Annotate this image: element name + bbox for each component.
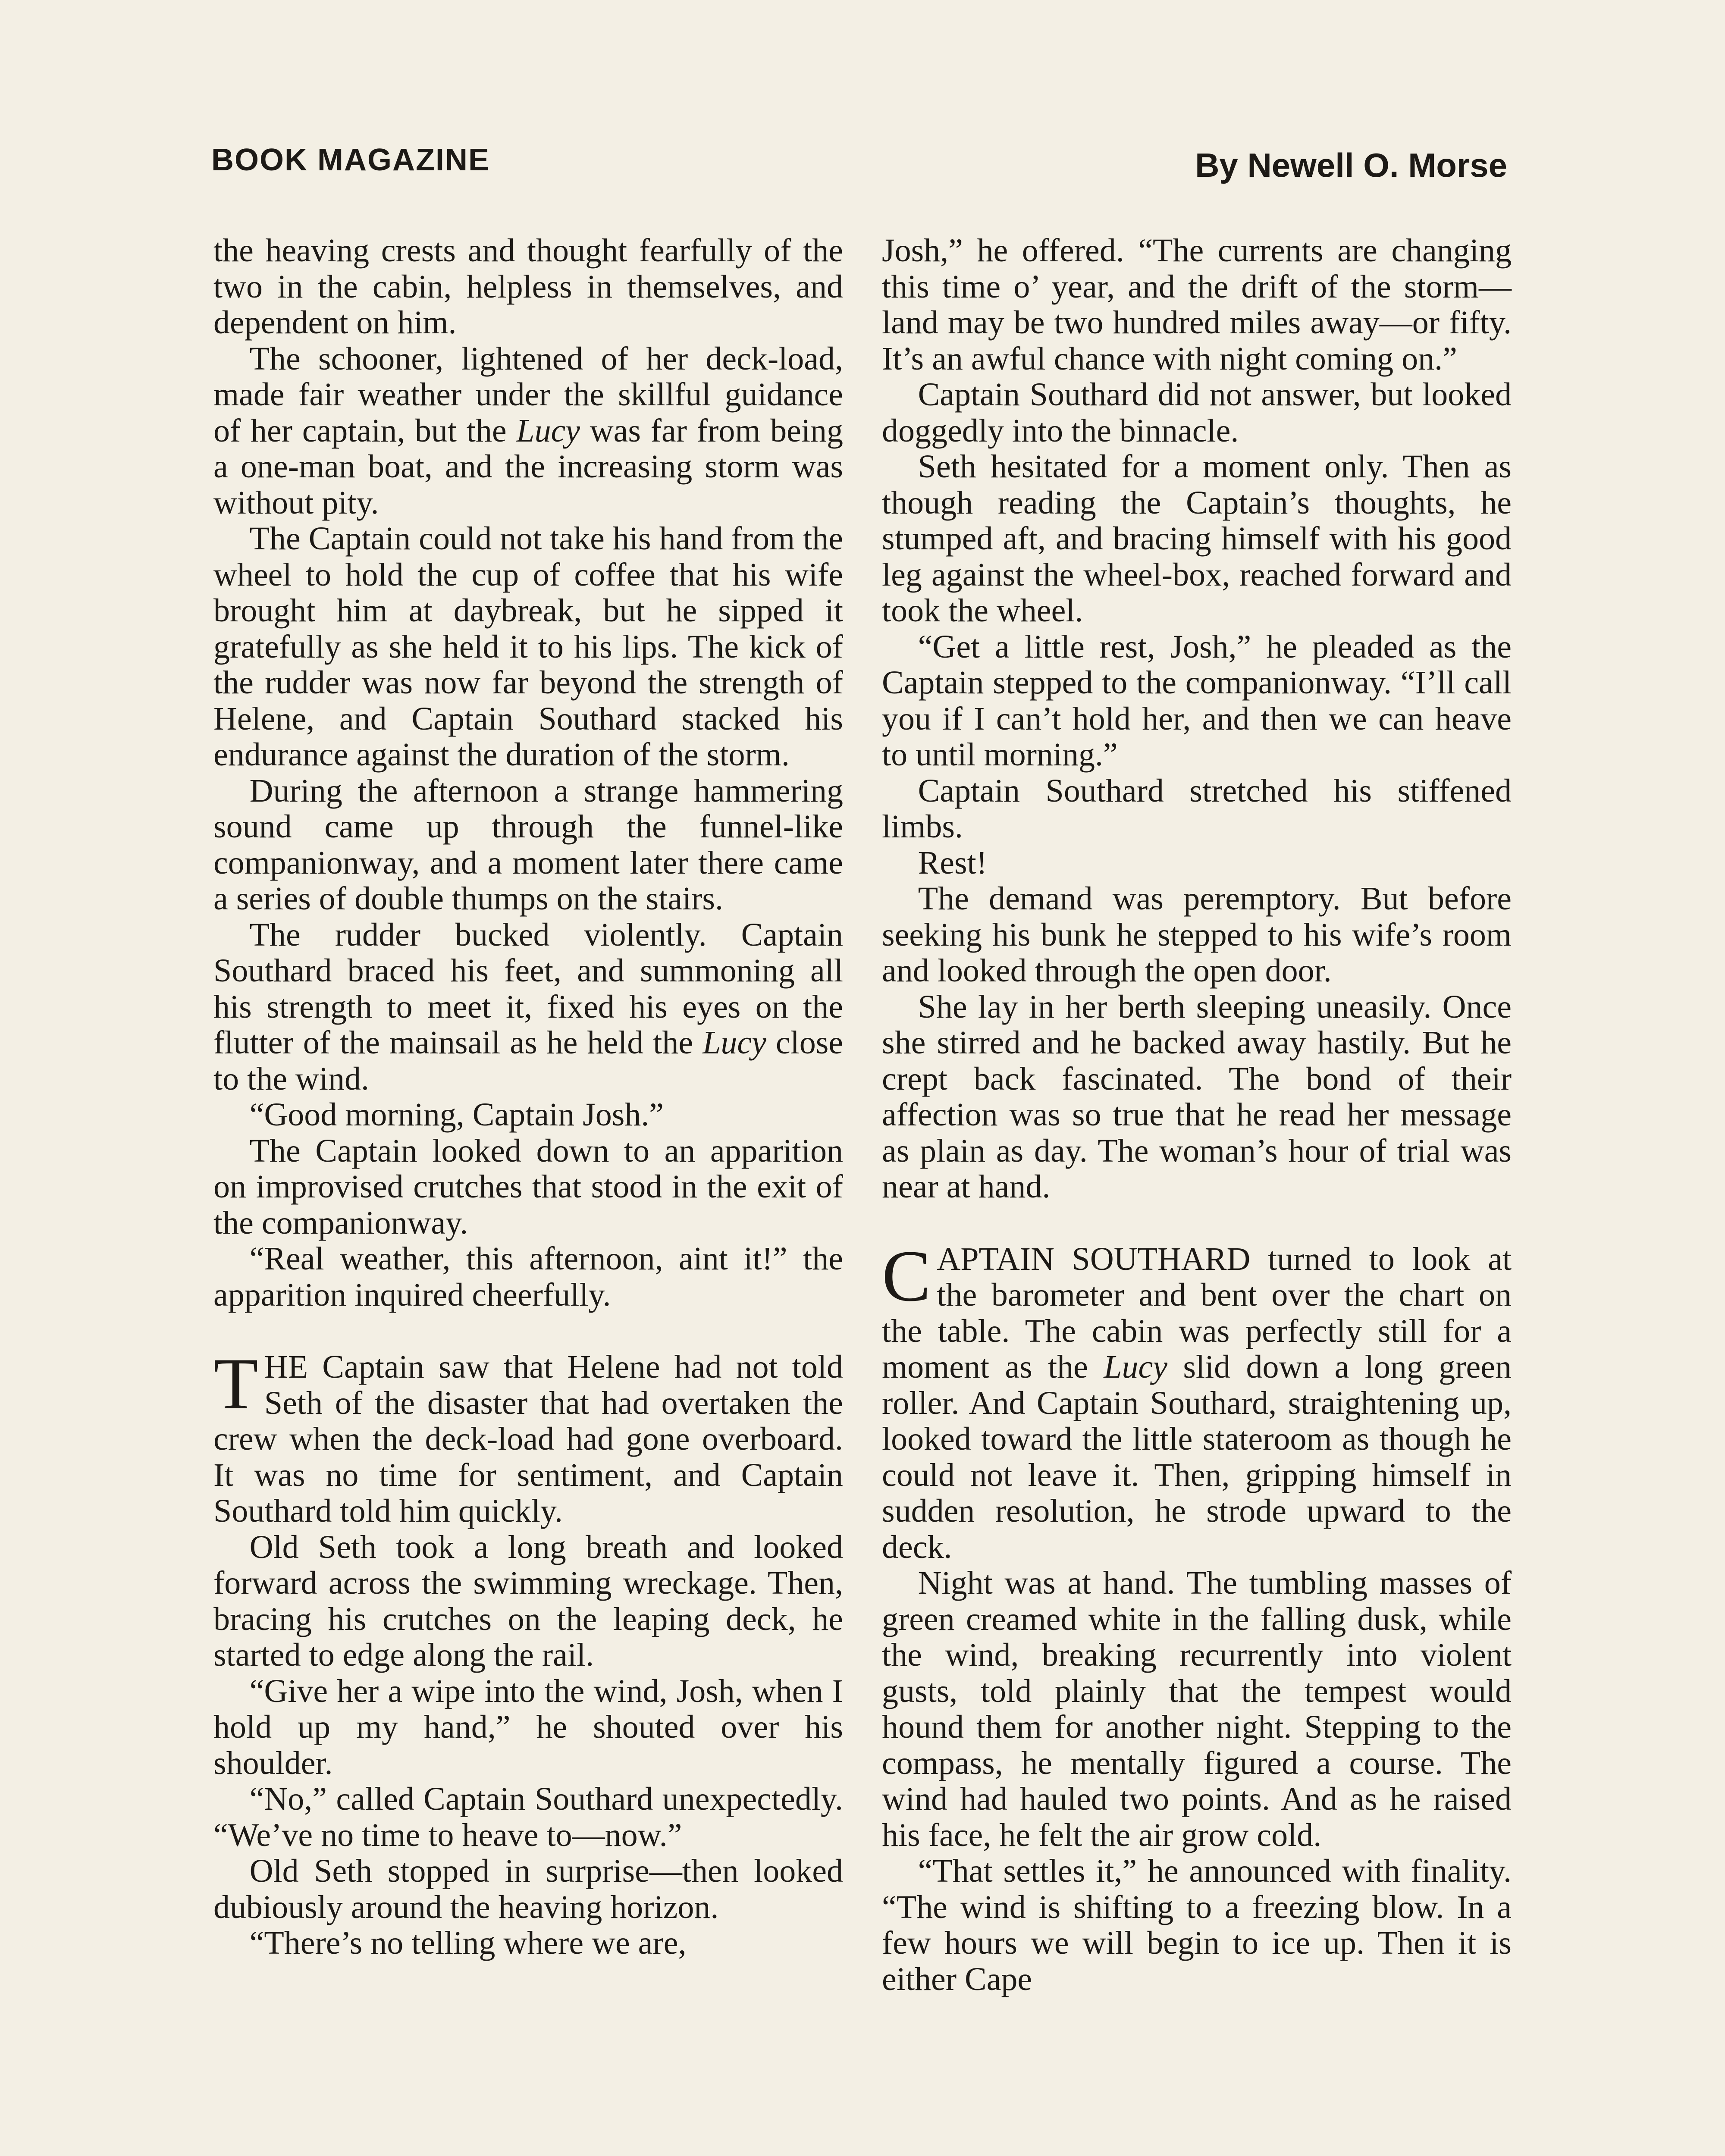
paragraph: She lay in her berth sleeping uneasily. Once she stirred and he backed away hastily. But he crept back fascinated. The bond of their affection was so true that he read her message as plain as day. The woman’s hour of trial was near at hand. [882,988,1512,1205]
paragraph: The rudder bucked violently. Captain Southard braced his feet, and summoning all his strength to meet it, fixed his eyes on the flutter of the mainsail as he held the Lucy close to the wind. [213,916,844,1097]
ship-name: Lucy [703,1025,766,1061]
paragraph: “That settles it,” he announced with finality. “The wind is shifting to a freezing blow. In a few hours we will begin to ice up. Then it is either Cape [882,1853,1512,1997]
paragraph: “There’s no telling where we are, [249,1925,687,1961]
drop-cap: C [882,1235,931,1316]
ship-name: Lucy [1104,1349,1167,1385]
paragraph: The Captain could not take his hand from the wheel to hold the cup of coffee that his wife brought him at daybreak, but he sipped it gratefully as she held it to his lips. The kick of the rudder was now far beyond the strength of Helene, and Captain Southard stacked his endurance against the duration of the storm. [213,520,843,773]
paragraph: The schooner, lightened of her deck-load, made fair weather under the skillful guidance of her captain, but the Lucy was far from being a one-man boat, and the increasing storm was without pity. [213,340,843,521]
paragraph: Old Seth stopped in surprise—then looked dubiously around the heaving horizon. [213,1853,843,1925]
running-head-magazine: BOOK MAGAZINE [211,143,490,177]
paragraph: Night was at hand. The tumbling masses of green creamed white in the falling dusk, while the wind, breaking recurrently into violent gusts, told plainly that the tempest would hound them for another night. Stepping to the compass, he mentally figured a course. The wind had hauled two points. And as he raised his face, he felt the air grow cold. [882,1565,1512,1853]
ship-name: Lucy [516,412,580,449]
section-opening-paragraph: CAPTAIN SOUTHARD turned to look at the barometer and bent over the chart on the table. The cabin was perfectly still for a moment as the Lucy slid down a long green roller. And Captain Southard, straightening up, looked toward the little stateroom as though he could not leave it. Then, gripping himself in sudden resolution, he strode upward to the deck. [882,1235,1512,1565]
left-column [213,233,843,1962]
paragraph: Josh,” he offered. “The currents are changing this time o’ year, and the drift of the storm—land may be two hundred miles away—or fifty. It’s an awful chance with night coming on.” [882,232,1512,377]
paragraph: “Good morning, Captain Josh.” [249,1097,664,1133]
right-column [882,233,1512,1997]
small-caps-lead: HE [264,1349,308,1385]
paragraph: “Give her a wipe into the wind, Josh, when I hold up my hand,” he shouted over his shoulder. [213,1673,843,1781]
paragraph: During the afternoon a strange hammering sound came up through the funnel-like companionway, and a moment later there came a series of double thumps on the stairs. [213,772,843,917]
small-caps-lead: APTAIN SOUTHARD [937,1241,1251,1277]
drop-cap: T [213,1343,258,1424]
paragraph: The demand was peremptory. But before seeking his bunk he stepped to his wife’s room and looked through the open door. [882,881,1512,989]
paragraph: The Captain looked down to an apparition on improvised crutches that stood in the exit of the companionway. [213,1132,843,1241]
paragraph: Seth hesitated for a moment only. Then as though reading the Captain’s thoughts, he stumped aft, and bracing himself with his good leg against the wheel-box, reached forward and took the wheel. [882,448,1512,629]
paragraph: the heaving crests and thought fearfully of the two in the cabin, helpless in themselves, and dependent on him. [213,232,843,341]
paragraph: Captain Southard did not answer, but looked doggedly into the binnacle. [882,376,1512,449]
section-opening-paragraph: THE Captain saw that Helene had not told Seth of the disaster that had overtaken the crew when the deck-load had gone overboard. It was no time for sentiment, and Captain Southard told him quickly. [213,1343,843,1529]
paragraph: Rest! [918,844,988,881]
paragraph: Old Seth took a long breath and looked forward across the swimming wreckage. Then, bracing his crutches on the leaping deck, he started to edge along the rail. [213,1529,843,1673]
paragraph: “Get a little rest, Josh,” he pleaded as the Captain stepped to the companionway. “I’ll call you if I can’t hold her, and then we can heave to until morning.” [882,628,1512,773]
running-head-author: By Newell O. Morse [1195,146,1507,184]
paragraph: “No,” called Captain Southard unexpectedly. “We’ve no time to heave to—now.” [213,1781,843,1853]
paragraph: “Real weather, this afternoon, aint it!” the apparition inquired cheerfully. [213,1241,843,1313]
paragraph: Captain Southard stretched his stiffened limbs. [882,772,1512,845]
